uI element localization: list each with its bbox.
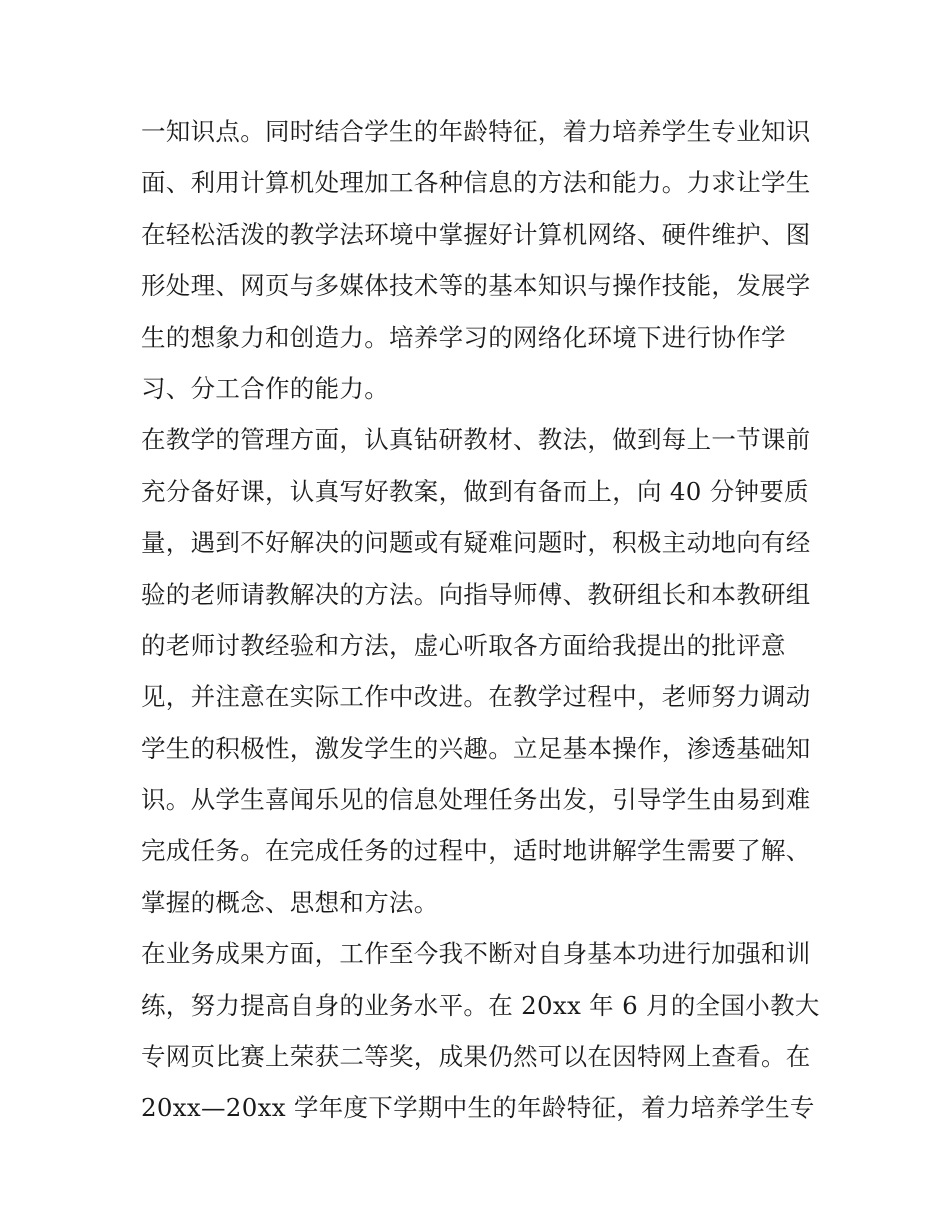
text-line: 量，遇到不好解决的问题或有疑难问题时，积极主动地向有经 xyxy=(141,528,811,558)
text-line: 见，并注意在实际工作中改进。在教学过程中，老师努力调动 xyxy=(141,682,811,712)
text-line: 识。从学生喜闻乐见的信息处理任务出发，引导学生由易到难 xyxy=(141,785,811,815)
text-line: 生的想象力和创造力。培养学习的网络化环境下进行协作学 xyxy=(141,322,786,352)
text-line: 掌握的概念、思想和方法。 xyxy=(141,887,439,917)
text-line: 面、利用计算机处理加工各种信息的方法和能力。力求让学生 xyxy=(141,168,811,198)
text-line: 专网页比赛上荣获二等奖，成果仍然可以在因特网上查看。在 xyxy=(141,1042,811,1072)
text-line: 在轻松活泼的教学法环境中掌握好计算机网络、硬件维护、图 xyxy=(141,219,811,249)
body-text xyxy=(141,106,821,1134)
text-line: 完成任务。在完成任务的过程中，适时地讲解学生需要了解、 xyxy=(141,836,811,866)
text-line: 的老师讨教经验和方法，虚心听取各方面给我提出的批评意 xyxy=(141,630,786,660)
text-line: 在业务成果方面，工作至今我不断对自身基本功进行加强和训 xyxy=(141,939,811,969)
text-line: 学生的积极性，激发学生的兴趣。立足基本操作，渗透基础知 xyxy=(141,733,811,763)
text-line: 一知识点。同时结合学生的年龄特征，着力培养学生专业知识 xyxy=(141,117,811,146)
text-line: 充分备好课，认真写好教案，做到有备而上，向 40 分钟要质 xyxy=(141,476,809,506)
text-line: 习、分工合作的能力。 xyxy=(141,373,389,403)
text-line: 验的老师请教解决的方法。向指导师傅、教研组长和本教研组 xyxy=(141,579,811,609)
text-line: 在教学的管理方面，认真钻研教材、教法，做到每上一节课前 xyxy=(141,425,811,455)
text-line: 练，努力提高自身的业务水平。在 20xx 年 6 月的全国小教大 xyxy=(141,990,820,1020)
text-line: 20xx—20xx 学年度下学期中生的年龄特征，着力培养学生专 xyxy=(141,1093,815,1123)
text-line: 形处理、网页与多媒体技术等的基本知识与操作技能，发展学 xyxy=(141,271,811,301)
